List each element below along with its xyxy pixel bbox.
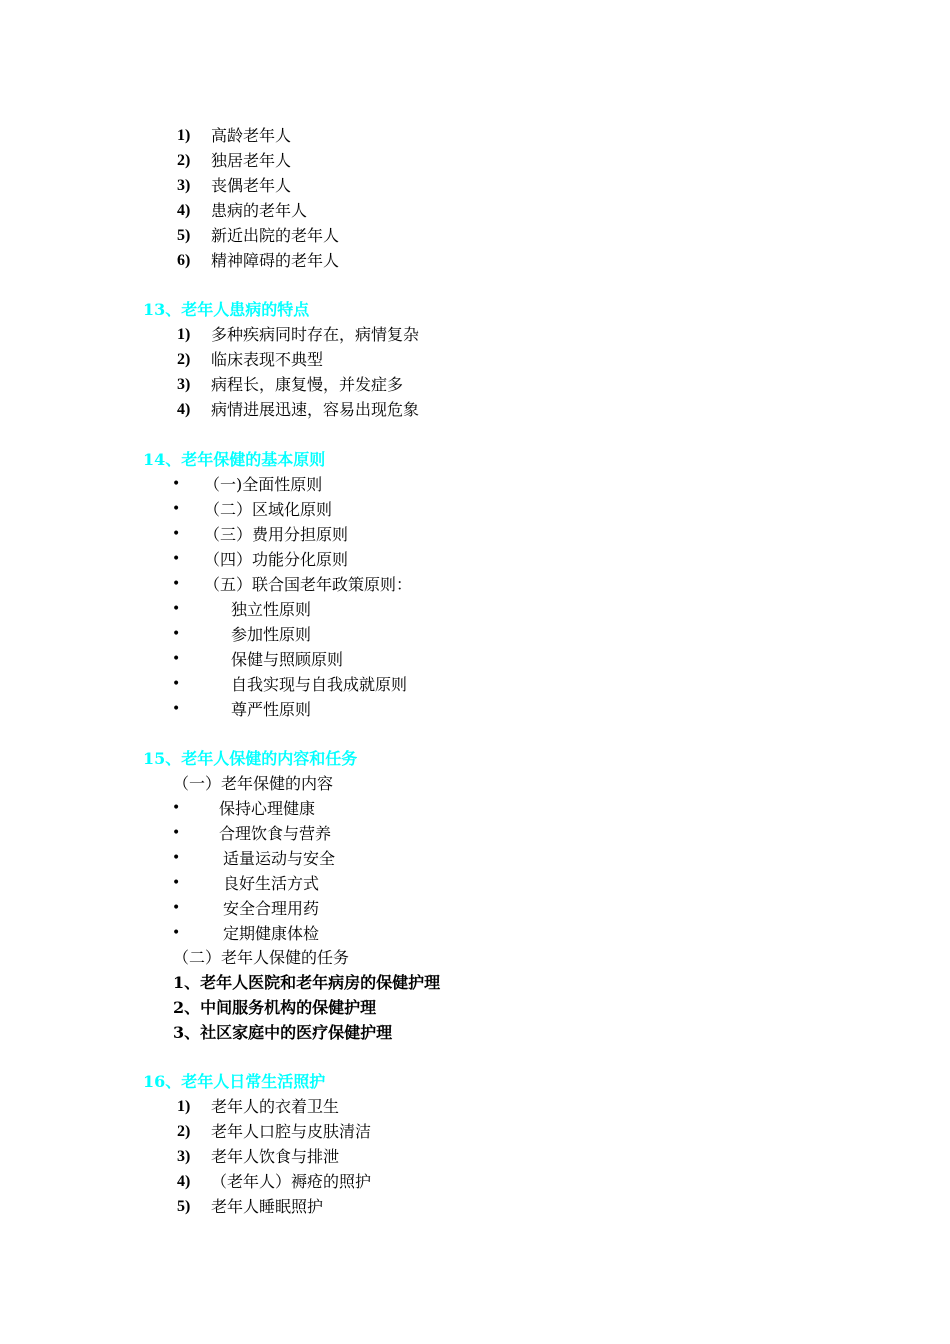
item-text: 病情进展迅速，容易出现危象 [211, 400, 420, 419]
item-text: （四）功能分化原则 [204, 550, 349, 569]
item-number: 2) [177, 351, 191, 368]
item-number: 5) [177, 227, 191, 244]
bullet-icon: • [172, 825, 181, 841]
item-text: 合理饮食与营养 [219, 824, 332, 843]
item-text: 适量运动与安全 [223, 849, 336, 868]
bullet-icon: • [172, 576, 181, 592]
item-number: 2) [177, 1123, 191, 1140]
item-text: 临床表现不典型 [211, 350, 324, 369]
item-text: 新近出院的老年人 [211, 226, 340, 245]
item-text: 病程长，康复慢，并发症多 [211, 375, 404, 394]
item-number: 3) [177, 376, 191, 393]
item-number: 1) [177, 1098, 191, 1115]
item-number: 1) [177, 127, 191, 144]
item-number: 3) [177, 1148, 191, 1165]
item-text: 自我实现与自我成就原则 [231, 675, 408, 694]
item-text: （老年人）褥疮的照护 [211, 1172, 372, 1191]
item-text: （二）区域化原则 [204, 500, 333, 519]
bullet-icon: • [172, 601, 181, 617]
bullet-icon: • [172, 875, 181, 891]
task-item: 2、中间服务机构的保健护理 [173, 998, 377, 1017]
item-text: 独居老年人 [211, 151, 292, 170]
item-text: 老年人口腔与皮肤清洁 [211, 1122, 372, 1141]
item-text: 精神障碍的老年人 [211, 251, 340, 270]
item-text: 良好生活方式 [223, 874, 320, 893]
bullet-icon: • [172, 900, 181, 916]
bullet-icon: • [172, 501, 181, 517]
item-number: 4) [177, 401, 191, 418]
item-text: 尊严性原则 [231, 700, 312, 719]
item-number: 2) [177, 152, 191, 169]
bullet-icon: • [172, 526, 181, 542]
item-text: 独立性原则 [231, 600, 312, 619]
task-item: 1、老年人医院和老年病房的保健护理 [173, 973, 441, 992]
item-text: 患病的老年人 [211, 201, 308, 220]
item-text: （三）费用分担原则 [204, 525, 349, 544]
item-number: 1) [177, 326, 191, 343]
item-number: 3) [177, 177, 191, 194]
item-text: 高龄老年人 [211, 126, 292, 145]
item-number: 4) [177, 202, 191, 219]
item-text: 参加性原则 [231, 625, 312, 644]
item-number: 4) [177, 1173, 191, 1190]
task-item: 3、社区家庭中的医疗保健护理 [173, 1023, 393, 1042]
section-heading: 14、老年保健的基本原则 [143, 450, 326, 469]
bullet-icon: • [172, 800, 181, 816]
item-text: 老年人的衣着卫生 [211, 1097, 340, 1116]
item-text: （一)全面性原则 [204, 475, 323, 494]
bullet-icon: • [172, 476, 181, 492]
bullet-icon: • [172, 701, 181, 717]
item-text: 保持心理健康 [219, 799, 316, 818]
item-text: 定期健康体检 [223, 924, 320, 943]
bullet-icon: • [172, 850, 181, 866]
item-number: 5) [177, 1198, 191, 1215]
item-text: 安全合理用药 [223, 899, 320, 918]
bullet-icon: • [172, 626, 181, 642]
section-heading: 16、老年人日常生活照护 [143, 1072, 326, 1091]
subheading: （一）老年保健的内容 [173, 774, 334, 793]
item-text: （五）联合国老年政策原则： [204, 575, 413, 594]
bullet-icon: • [172, 651, 181, 667]
subheading: （二）老年人保健的任务 [173, 948, 350, 967]
bullet-icon: • [172, 925, 181, 941]
item-text: 老年人睡眠照护 [211, 1197, 324, 1216]
item-text: 老年人饮食与排泄 [211, 1147, 340, 1166]
item-text: 保健与照顾原则 [231, 650, 344, 669]
section-heading: 13、老年人患病的特点 [143, 300, 310, 319]
bullet-icon: • [172, 676, 181, 692]
section-heading: 15、老年人保健的内容和任务 [143, 749, 358, 768]
item-number: 6) [177, 252, 191, 269]
item-text: 丧偶老年人 [211, 176, 292, 195]
item-text: 多种疾病同时存在，病情复杂 [211, 325, 420, 344]
bullet-icon: • [172, 551, 181, 567]
